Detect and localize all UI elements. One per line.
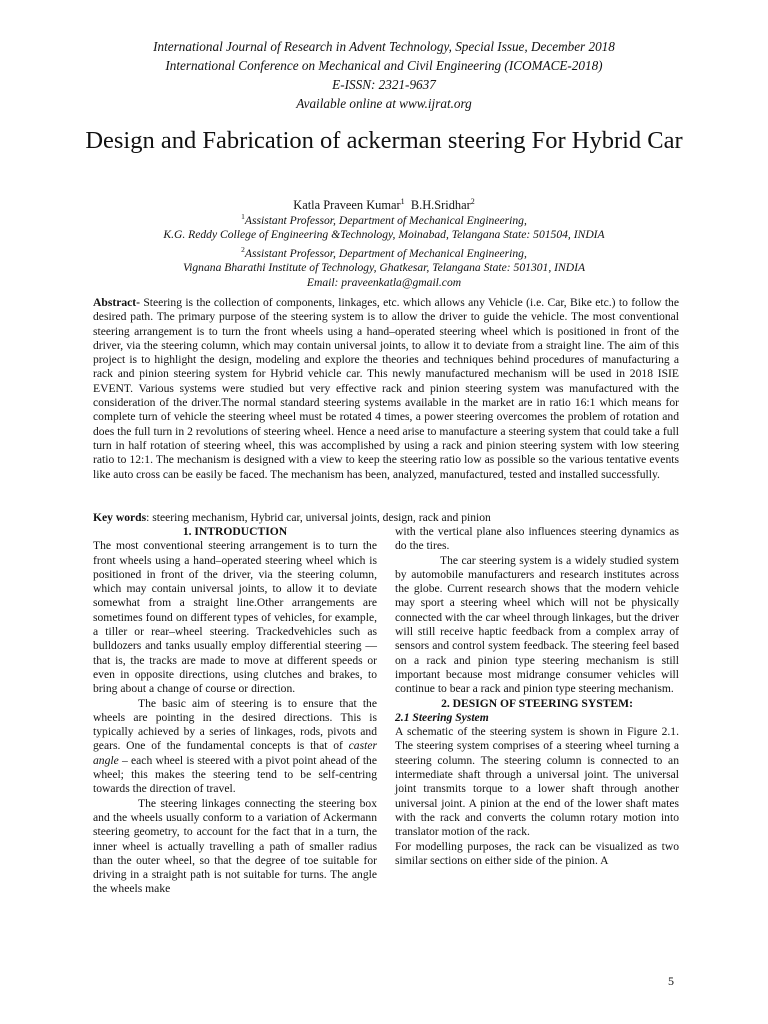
journal-header	[0, 37, 768, 113]
paper-title: Design and Fabrication of ackerman steering For Hybrid Car	[85, 127, 683, 154]
intro-paragraph-2	[93, 697, 377, 797]
keywords-text: : steering mechanism, Hybrid car, universal joints, design, rack and pinion	[146, 511, 491, 524]
affiliation-1-sup: 1	[241, 212, 245, 221]
steering-system-paragraph-2: For modelling purposes, the rack can be visualized as two similar sections on either side of the pinion. A	[395, 839, 679, 867]
affiliation-2-role: Assistant Professor, Department of Mechanical Engineering,	[244, 246, 527, 260]
section-1-heading: 1. INTRODUCTION	[182, 525, 288, 538]
intro-paragraph-1: The most conventional steering arrangement is to turn the front wheels using a hand–operated steering wheel which is positioned in front of the driver, via the steering column, which may contain universal joints, to allow it to deviate somewhat from a straight line.Other arrangements are sometimes found on different types of vehicles, for example, a tiller or rear–wheel steering. Trackedvehicles such as bulldozers and tanks usually employ differential steering — that is, the tracks are made to move at different speeds or even in opposite directions, using clutches and brakes, to bring about a change of course or direction.	[93, 539, 377, 696]
website: Available online at www.ijrat.org	[296, 96, 472, 111]
author-1: Katla Praveen Kumar	[293, 198, 401, 213]
author-2-sup: 2	[470, 197, 475, 206]
email: Email: praveenkatla@gmail.com	[306, 275, 462, 289]
keywords-label: Key words	[93, 511, 147, 524]
right-column	[395, 525, 679, 868]
affiliations	[0, 210, 768, 290]
abstract-label: Abstract-	[93, 296, 141, 309]
section-2-heading: 2. DESIGN OF STEERING SYSTEM:	[441, 696, 633, 710]
affiliation-2-title	[0, 243, 768, 261]
affiliation-1-role: Assistant Professor, Department of Mechanical Engineering,	[244, 213, 527, 227]
author-2: B.H.Sridhar	[410, 198, 471, 213]
left-column	[93, 525, 377, 897]
abstract	[93, 296, 679, 482]
author-1-sup: 1	[400, 197, 405, 206]
affiliation-2-institute: Vignana Bharathi Institute of Technology, Ghatkesar, Telangana State: 501301, INDIA	[182, 261, 586, 275]
subsection-2-1-heading: 2.1 Steering System	[395, 710, 489, 724]
page-number: 5	[668, 974, 674, 988]
intro-p2-text-b: – each wheel is steered with a pivot point ahead of the wheel; this makes the steering tend to be self-centring towards the direction of travel.	[93, 753, 377, 796]
affiliation-1-title	[0, 210, 768, 228]
keywords	[93, 511, 679, 525]
caster-angle-term: caster angle	[93, 739, 377, 767]
journal-name: International Journal of Research in Advent Technology, Special Issue, December 2018	[153, 39, 615, 54]
abstract-text: Steering is the collection of components, linkages, etc. which allows any Vehicle (i.e. Car, Bike etc.) to follow the desired path. The primary purpose of the steering system is to allow the driver to guide the vehicle. The most conventional steering arrangement is to turn the front wheels using a hand–operated steering wheel which is positioned in front of the driver, via the steering column, which may contain universal joints, to allow it to deviate from a straight line. The aim of this project is to highlight the design, modeling and explore the theories and techniques behind procedures of manufacturing a rack and pinion steering system for Hybrid vehicle car. This newly manufactured mechanism will be used in 2018 ISIE EVENT. Various systems were studied but very effective rack and pinion steering system was manufactured with the consideration of the driver.The normal standard steering systems available in the market are in ratio 16:1 which means for complete turn of vehicle the steering wheel must be rotated 4 times, a power steering overcomes the problem of rotation and does the full turn in 2 revolutions of steering wheel. Hence a need arise to manufacture a steering system that could take a full turn in half rotation of steering wheel, this was accomplished by using a rack and pinion steering system with low steering ratio to 12:1. The mechanism is designed with a view to keep the steering ratio low as possible so the various tentative events like auto cross can be easily be faced. The mechanism has been, analyzed, manufactured, tested and installed successfully.	[93, 296, 679, 481]
intro-continuation: with the vertical plane also influences steering dynamics as do the tires.	[395, 525, 679, 553]
intro-paragraph-3: The steering linkages connecting the steering box and the wheels usually conform to a variation of Ackermann steering geometry, to account for the fact that in a turn, the inner wheel is actually travelling a path of smaller radius than the outer wheel, so that the degree of toe suitable for driving in a straight path is not suitable for turns. The angle the wheels make	[93, 796, 377, 896]
intro-paragraph-4: The car steering system is a widely studied system by automobile manufacturers and research institutes across the globe. Current research shows that the modern vehicle may sport a steering wheel which will not be physically connected with the car wheel through linkages, but the driver will still receive haptic feedback from a complex array of sensors and control system feedback. The steering feel based on a rack and pinion type steering mechanism is still important because most midrange consumer vehicles will continue to bear a rack and pinion type steering mechanism.	[395, 553, 679, 696]
intro-p2-text-a: The basic aim of steering is to ensure that the wheels are pointing in the desired directions. This is typically achieved by a series of linkages, rods, pivots and gears. One of the fundamental concepts is that of	[93, 696, 377, 753]
conference-name: International Conference on Mechanical and Civil Engineering (ICOMACE-2018)	[165, 58, 603, 73]
steering-system-paragraph-1: A schematic of the steering system is shown in Figure 2.1. The steering system comprises of a steering wheel turning a steering column. The steering column is connected to an intermediate shaft through a universal joint. The universal joint transmits torque to a lower shaft through another universal joint. A pinion at the end of the lower shaft mates with the rack and converts the column rotary motion into translator motion of the rack.	[395, 725, 679, 839]
affiliation-2-sup: 2	[241, 244, 245, 254]
affiliation-1-institute: K.G. Reddy College of Engineering &Technology, Moinabad, Telangana State: 501504, INDIA	[163, 228, 605, 242]
issn: E-ISSN: 2321-9637	[332, 77, 436, 92]
